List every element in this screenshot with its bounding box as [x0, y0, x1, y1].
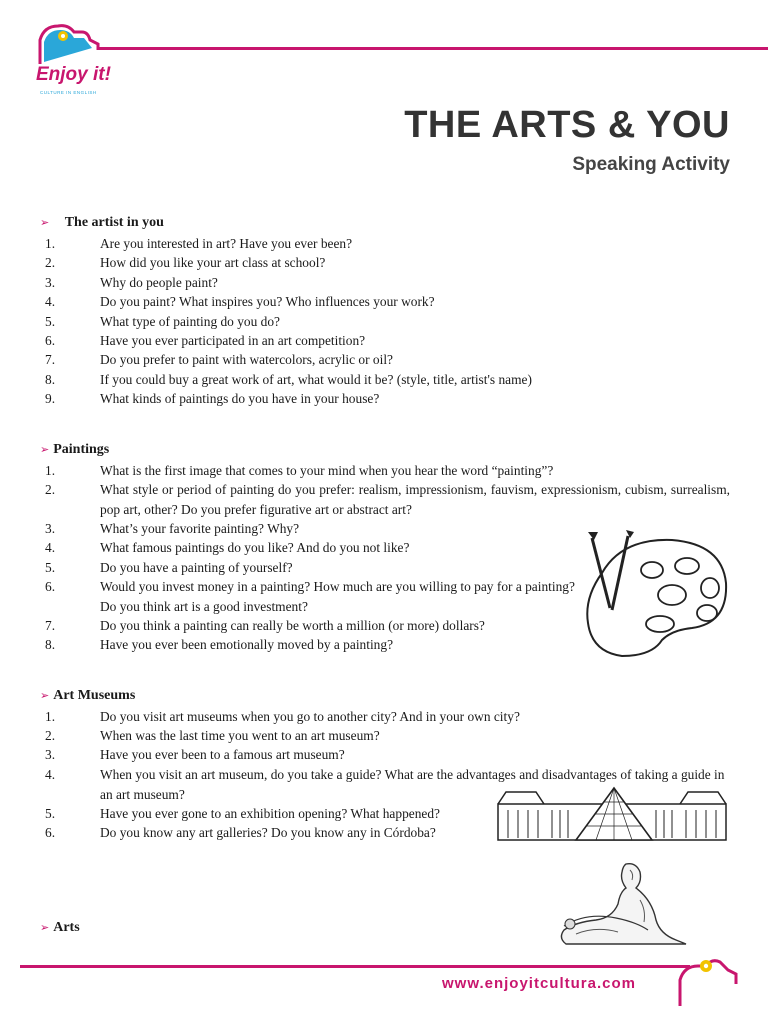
list-item: 1. What is the first image that comes to your mind when you hear the word “painting”? — [45, 463, 554, 478]
logo-icon — [36, 22, 100, 66]
list-item: 7. Do you prefer to paint with watercolors, acrylic or oil? — [45, 352, 394, 367]
list-item: 9. What kinds of paintings do you have in your house? — [45, 391, 380, 406]
list-item: 4. What famous paintings do you like? And do you not like? — [45, 540, 410, 555]
pieta-sculpture-illustration — [556, 860, 691, 946]
arrow-bullet-icon: ➢ — [40, 216, 50, 229]
section-title: Paintings — [53, 442, 110, 457]
list-item: 3. Why do people paint? — [45, 275, 218, 290]
logo-text: Enjoy it! — [36, 64, 111, 85]
arrow-bullet-icon: ➢ — [40, 443, 50, 456]
footer-website-link[interactable]: www.enjoyitcultura.com — [442, 975, 636, 992]
list-item: 1. Are you interested in art? Have you ever been? — [45, 236, 353, 251]
list-item: 5. Do you have a painting of yourself? — [45, 560, 293, 575]
header-rule — [98, 47, 768, 50]
louvre-museum-illustration — [496, 784, 728, 842]
list-item: 6. Have you ever participated in an art competition? — [45, 333, 366, 348]
logo-subtext: CULTURE IN ENGLISH — [40, 90, 97, 95]
section-title: The artist in you — [64, 215, 164, 230]
list-item: 1. Do you visit art museums when you go to another city? And in your own city? — [45, 709, 520, 724]
list-item: 5. What type of painting do you do? — [45, 314, 280, 329]
list-item: 2. How did you like your art class at school? — [45, 255, 326, 270]
list-item: 2. When was the last time you went to an art museum? — [45, 728, 380, 743]
page-subtitle: Speaking Activity — [572, 154, 730, 175]
footer-logo-icon — [676, 950, 742, 1010]
list-item: 8. Have you ever been emotionally moved by a painting? — [45, 637, 394, 652]
page-title: THE ARTS & YOU — [404, 104, 730, 146]
list-item: 8. If you could buy a great work of art, what would it be? (style, title, artist's name) — [45, 372, 532, 387]
list-item: 7. Do you think a painting can really be worth a million (or more) dollars? — [45, 618, 485, 633]
section-heading-paintings — [40, 442, 109, 458]
section-title: Art Museums — [53, 688, 136, 703]
section-heading-arts — [40, 920, 80, 936]
section-heading-artist — [40, 215, 164, 231]
list-item: 3. What’s your favorite painting? Why? — [45, 521, 300, 536]
footer-rule — [20, 965, 690, 968]
section-heading-art-museums — [40, 688, 135, 704]
list-item: 2. What style or period of painting do you prefer: realism, impressionism, fauvism, expressionism, cubism, surrealism, pop art, other? Do you prefer figurative art or abstract art? — [45, 482, 730, 517]
list-item: 4. When you visit an art museum, do you take a guide? What are the advantages and disadvantages of taking a guide in an art museum? — [45, 767, 725, 802]
list-item: 4. Do you paint? What inspires you? Who influences your work? — [45, 294, 435, 309]
paint-palette-illustration — [582, 528, 730, 663]
list-item: 6. Do you know any art galleries? Do you know any in Córdoba? — [45, 825, 436, 840]
list-item: 6. Would you invest money in a painting? How much are you willing to pay for a painting? Do you think art is a good investment? — [45, 579, 575, 614]
section-title: Arts — [53, 920, 80, 935]
arrow-bullet-icon: ➢ — [40, 921, 50, 934]
arrow-bullet-icon: ➢ — [40, 689, 50, 702]
list-item: 3. Have you ever been to a famous art museum? — [45, 747, 345, 762]
list-item: 5. Have you ever gone to an exhibition opening? What happened? — [45, 806, 440, 821]
